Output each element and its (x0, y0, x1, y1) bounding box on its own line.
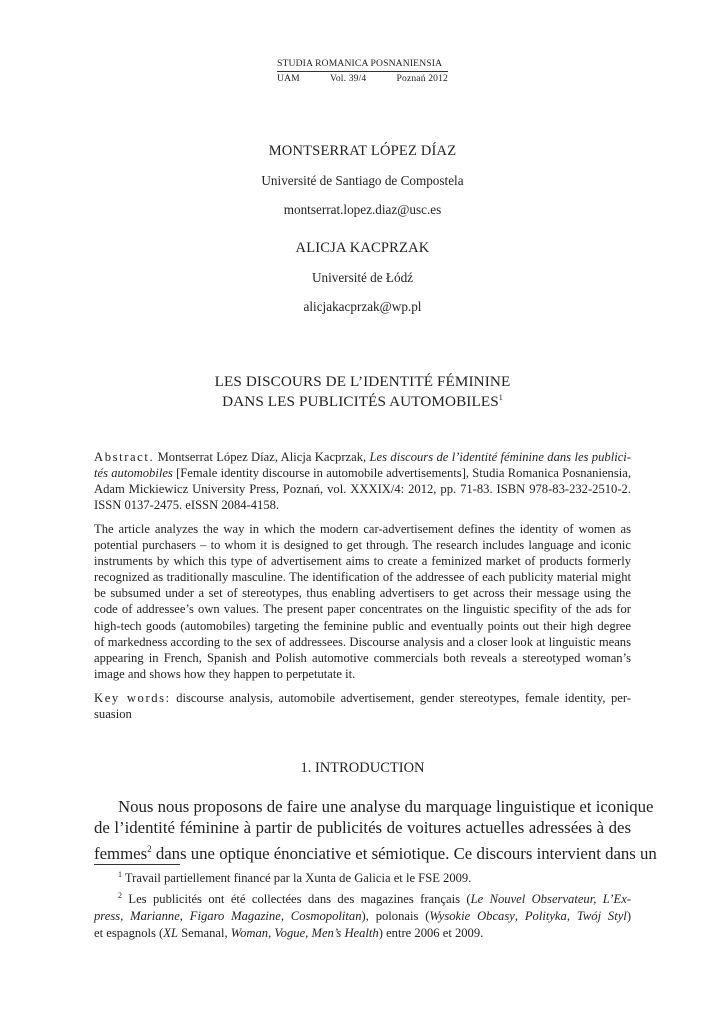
summary-line: code of addressee’s own values. The present paper concentrates on the linguistic specifity of the ads for (94, 602, 631, 617)
footnotes (94, 866, 631, 942)
footnote-line: et espagnols (XL Semanal, Woman, Vogue, Men’s Health) entre 2006 et 2009. (94, 926, 484, 940)
keywords (94, 690, 631, 722)
author-affiliation: Université de Santiago de Compostela (261, 173, 464, 188)
author-affiliation: Université de Łódź (311, 270, 414, 285)
footnote-number: 2 (118, 891, 122, 900)
footnote-number: 1 (118, 870, 122, 879)
article-title-text: DANS LES PUBLICITÉS AUTOMOBILES (222, 393, 499, 410)
summary-line: appearing in French, Spanish and Polish automotive commercials both reveals a stereotyped woman’s (94, 650, 631, 665)
body-line: de l’identité féminine à partir de publicités de voitures actuelles adressées à des (94, 818, 631, 838)
abstract-line: ISSN 0137-2475. eISSN 2084-4158. (94, 498, 280, 513)
journal-issue-line (277, 72, 448, 84)
author-email: montserrat.lopez.diaz@usc.es (283, 202, 442, 217)
abstract-line: tés automobiles [Female identity discourse in automobile advertisements], Studia Romanica Posnaniensia, (94, 466, 631, 481)
article-title-italic: Les discours de l’identité féminine dans les publici- (369, 450, 631, 464)
author-name: MONTSERRAT LÓPEZ DÍAZ (268, 143, 457, 159)
journal-name: STUDIA ROMANICA POSNANIENSIA (277, 58, 448, 72)
summary-line: be subsumed under a set of stereotypes, thus enabling advertisers to get across their message using the (94, 586, 631, 601)
journal-publisher: UAM (277, 73, 300, 84)
summary-line: high-tech goods (automobiles) targeting the feminine public and eventually points out their high degree (94, 618, 631, 633)
abstract-line: Abstract. Montserrat López Díaz, Alicja Kacprzak, Les discours de l’identité féminine dans les publici- (94, 450, 631, 464)
abstract (94, 449, 631, 513)
body-line: Nous nous proposons de faire une analyse du marquage linguistique et iconique (118, 797, 654, 816)
footnote-line: $^1$ Travail partiellement financé par la Xunta de Galicia et le FSE 2009. (118, 870, 472, 885)
footnote-marker: 1 (498, 393, 503, 402)
journal-header (277, 58, 448, 84)
body-paragraph (94, 796, 657, 864)
journal-place-year: Poznań 2012 (396, 73, 448, 84)
summary-line: The article analyzes the way in which the modern car-advertisement defines the identity of women as (94, 522, 631, 536)
footnote-line: press, Marianne, Figaro Magazine, Cosmopolitan), polonais (Wysokie Obcasy, Polityka, Twój Styl) (94, 909, 632, 923)
journal-volume: Vol. 39/4 (330, 73, 367, 84)
section-heading: 1. INTRODUCTION (300, 760, 425, 776)
footnote-marker: 2 (147, 843, 152, 854)
summary-line: of markedness according to the sex of addressees. Discourse analysis and a closer look at linguistic means (94, 634, 631, 649)
author-email: alicjakacprzak@wp.pl (303, 299, 422, 314)
article-title-line (0, 393, 725, 411)
summary-line: potential purchasers – to whom it is designed to get through. The research includes language and iconic (94, 538, 631, 553)
summary-line: recognized as traditionally masculine. The identification of the addressee of each publicity material might (94, 570, 631, 585)
abstract-label: Abstract. (94, 450, 155, 464)
summary-line: image and shows how they happen to perpetutate it. (94, 666, 356, 681)
summary-line: instruments by which this type of advertisement aims to create a feminized market of products formerly (94, 554, 631, 569)
body-line: femmes$^2$ dans une optique énonciative et sémiotique. Ce discours intervient dans un (94, 843, 657, 863)
author-name: ALICJA KACPRZAK (295, 240, 430, 256)
footnote-line: $^2$ Les publicités ont été collectées dans des magazines français (Le Nouvel Observateur, L’Ex- (118, 891, 631, 906)
abstract-line: Adam Mickiewicz University Press, Poznań, vol. XXXIX/4: 2012, pp. 71-83. ISBN 978-83-232-2510-2. (94, 482, 631, 497)
keywords-line: Key words: discourse analysis, automobile advertisement, gender stereotypes, female identity, per- (94, 691, 631, 705)
keywords-label: Key words: (94, 691, 171, 705)
keywords-line: suasion (94, 707, 132, 722)
footnote-divider (94, 864, 180, 865)
summary-paragraph (94, 521, 631, 682)
article-title-line: LES DISCOURS DE L’IDENTITÉ FÉMININE (214, 373, 511, 390)
